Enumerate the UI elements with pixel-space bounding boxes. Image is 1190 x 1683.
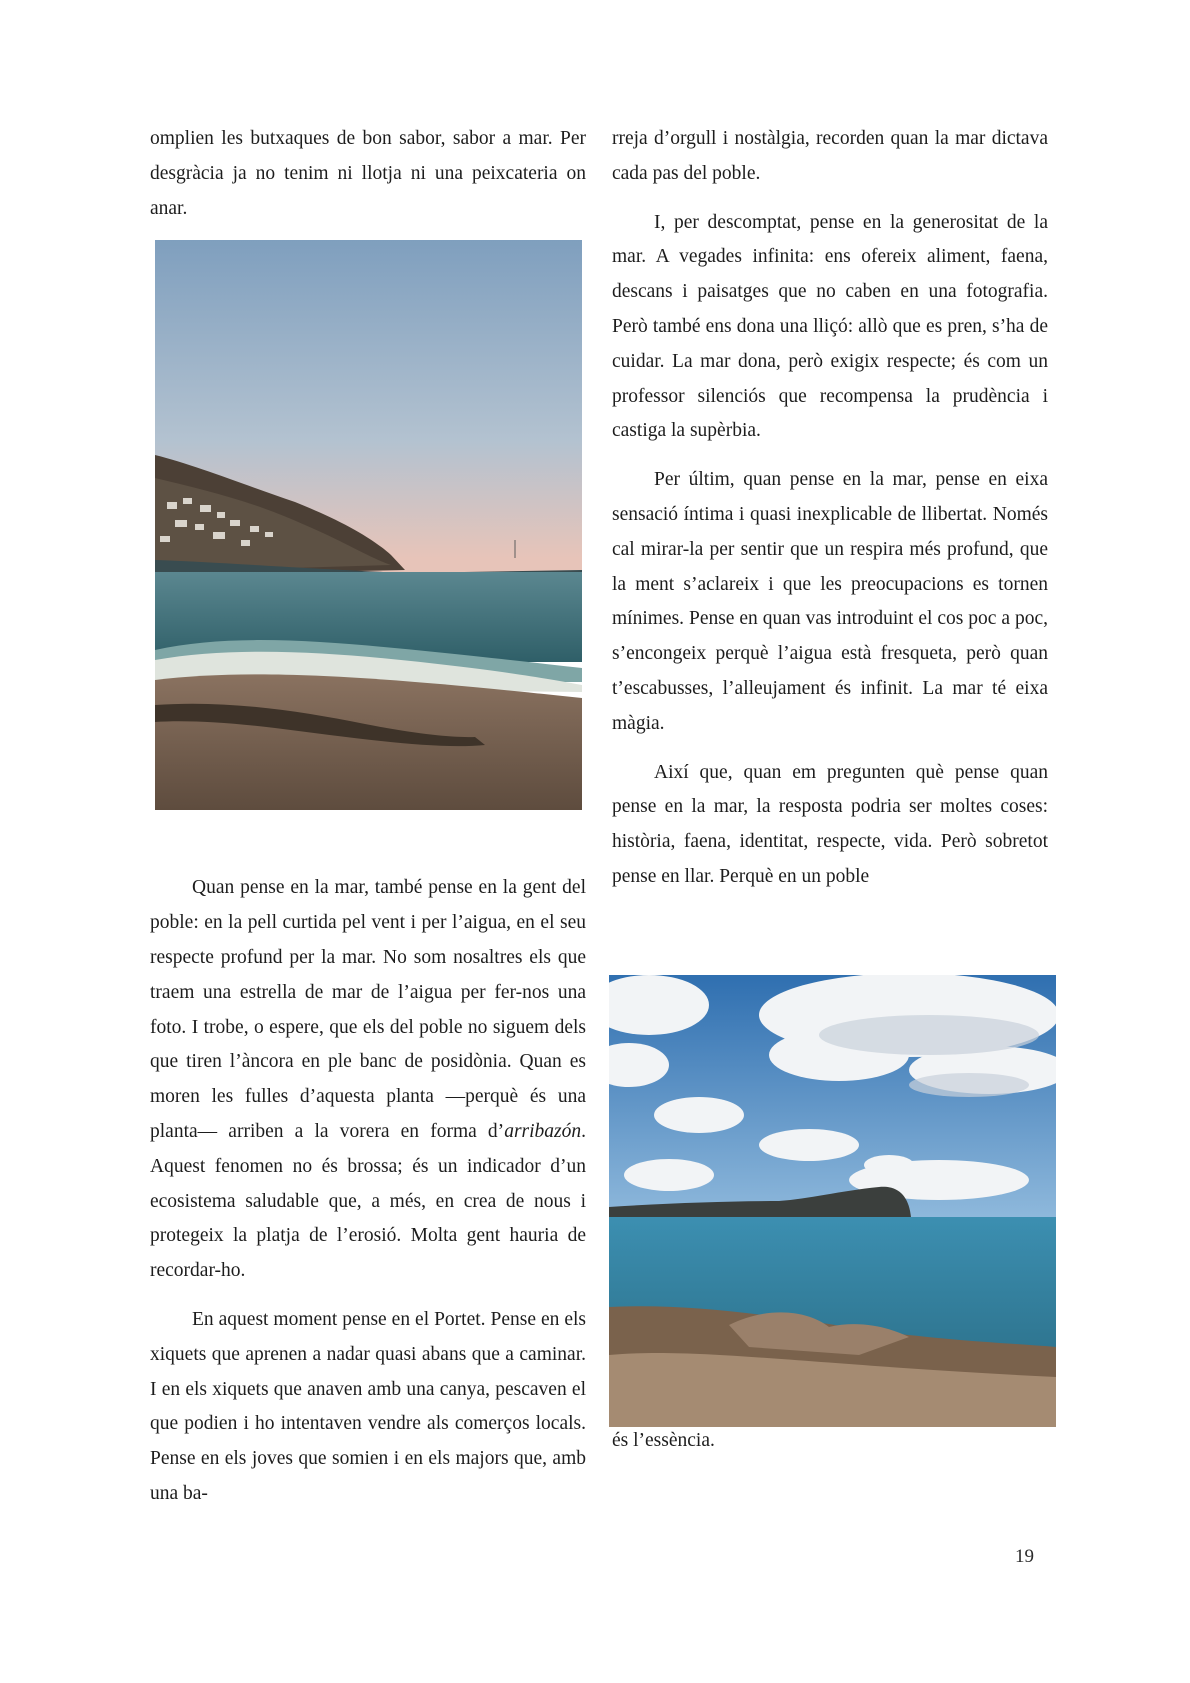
paragraph: rreja d’orgull i nostàlgia, recorden quan la mar dictava cada pas del poble. bbox=[612, 128, 1048, 184]
paragraph: Quan pense en la mar, també pense en la gent del poble: en la pell curtida pel vent i per l’aigua, en el seu respecte profund per la mar. No som nosaltres els que traem una estrella de mar de l’aigua per fer-nos una foto. I trobe, o espere, que els del poble no siguem dels que tiren l’àncora en ple banc de posidònia. Quan es moren les fulles d’aquesta planta —perquè és una planta— arriben a la vorera en forma d’arribazón. Aquest fenomen no és brossa; és un indicador d’un ecosistema saludable que, a més, en crea de nous i protegeix la platja de l’erosió. Molta gent hauria de recordar-ho. bbox=[150, 877, 586, 1282]
paragraph: omplien les butxaques de bon sabor, sabor a mar. Per desgràcia ja no tenim ni llotja ni una peixcateria on anar. bbox=[150, 128, 586, 219]
sea-clouds-photo bbox=[609, 975, 1056, 1427]
paragraph: I, per descomptat, pense en la generositat de la mar. A vegades infinita: ens ofereix aliment, faena, descans i paisatges que no caben en una fotografia. Però també ens dona una lliçó: allò que es pren, s’ha de cuidar. La mar dona, però exigix respecte; és com un professor silenciós que recompensa la prudència i castiga la supèrbia. bbox=[612, 211, 1048, 442]
paragraph: és l’essència. bbox=[612, 1429, 715, 1451]
italic-term: arribazón bbox=[504, 1120, 582, 1142]
paragraph: En aquest moment pense en el Portet. Pense en els xiquets que aprenen a nadar quasi abans que a caminar. I en els xiquets que anaven amb una canya, pescaven el que podien i ho intentaven vendre als comerços locals. Pense en els joves que somien i en els majors que, amb una ba- bbox=[150, 1308, 586, 1504]
paragraph: Així que, quan em pregunten què pense quan pense en la mar, la resposta podria ser moltes coses: història, faena, identitat, respecte, vida. Però sobretot pense en llar. Perquè en un poble bbox=[612, 761, 1048, 887]
page-number: 19 bbox=[1015, 1546, 1034, 1567]
beach-dusk-photo bbox=[155, 240, 582, 810]
paragraph: Per últim, quan pense en la mar, pense en eixa sensació íntima i quasi inexplicable de llibertat. Només cal mirar-la per sentir que un respira més profund, que la ment s’aclareix i que les preocupacions es tornen mínimes. Pense en quan vas introduint el cos poc a poc, s’encongeix perquè l’aigua està fresqueta, però quan t’escabusses, l’alleujament és infinit. La mar té eixa màgia. bbox=[612, 469, 1048, 734]
